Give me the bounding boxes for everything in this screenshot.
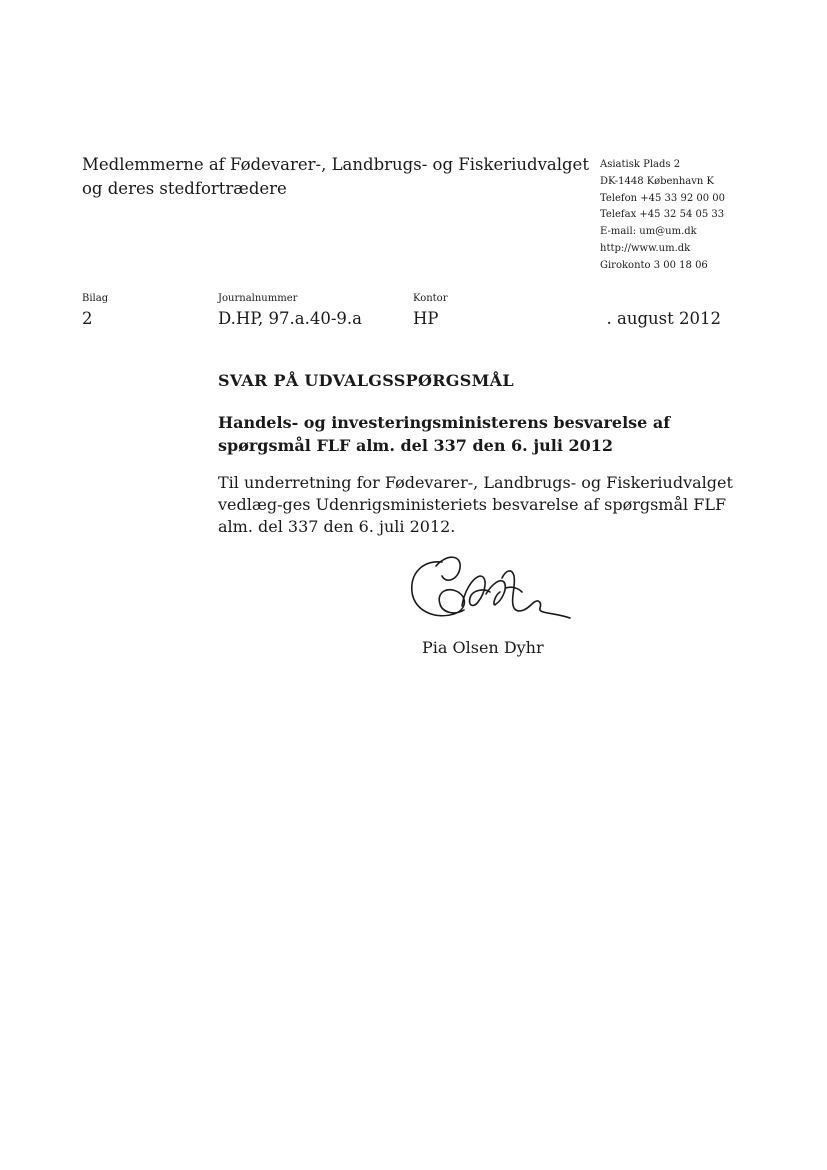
kontor-value: HP [413, 309, 439, 328]
address-fax: Telefax +45 32 54 05 33 [600, 209, 725, 221]
address-giro: Girokonto 3 00 18 06 [600, 259, 708, 271]
letter-date: . august 2012 [606, 309, 721, 328]
bilag-value: 2 [82, 309, 93, 328]
handwritten-signature [402, 548, 572, 630]
bilag-label: Bilag [82, 293, 109, 304]
journal-label: Journalnummer [218, 293, 298, 304]
recipient-line-2: og deres stedfortrædere [82, 179, 287, 198]
kontor-label: Kontor [413, 293, 448, 304]
letter-subject: Handels- og investeringsministerens besvarelse af spørgsmål FLF alm. del 337 den 6. juli 2012 [218, 413, 671, 455]
sender-address-block [600, 157, 725, 275]
recipient-block [82, 153, 589, 201]
signer-name: Pia Olsen Dyhr [422, 638, 544, 657]
address-phone: Telefon +45 33 92 00 00 [600, 192, 725, 204]
address-email: E-mail: um@um.dk [600, 226, 697, 238]
address-street: Asiatisk Plads 2 [600, 159, 681, 170]
address-web: http://www.um.dk [600, 242, 691, 254]
letter-body: Til underretning for Fødevarer-, Landbrugs- og Fiskeriudvalget vedlæg-ges Udenrigsministeriets besvarelse af spørgsmål FLF alm. del 337 den 6. juli 2012. [218, 473, 733, 536]
recipient-line-1: Medlemmerne af Fødevarer-, Landbrugs- og Fiskeriudvalget [82, 155, 589, 174]
letter-heading: SVAR PÅ UDVALGSSPØRGSMÅL [218, 371, 514, 390]
address-city: DK-1448 København K [600, 175, 714, 187]
journal-value: D.HP, 97.a.40-9.a [218, 309, 362, 328]
